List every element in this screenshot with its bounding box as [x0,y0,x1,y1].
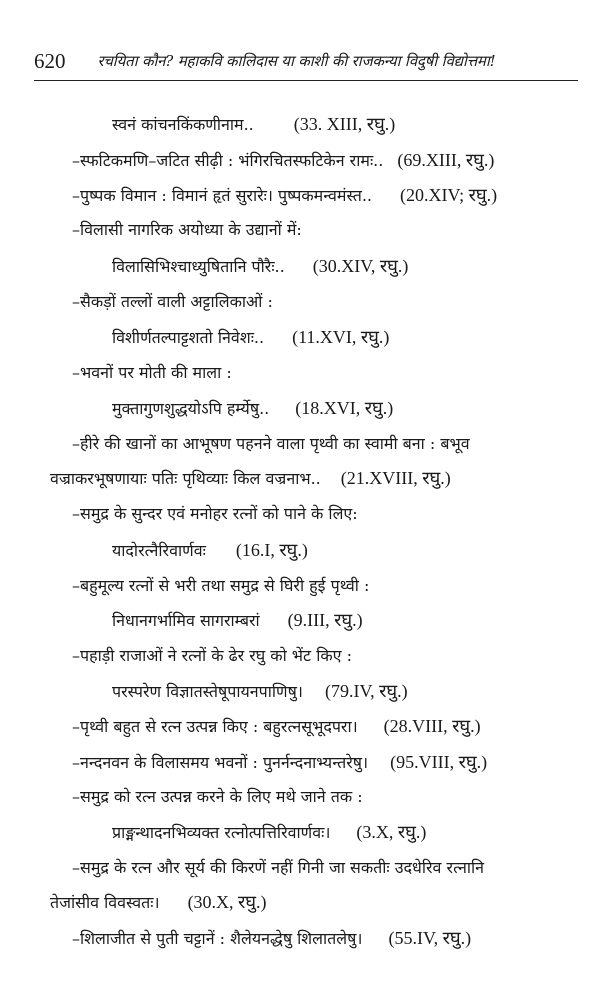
line-text: –भवनों पर मोती की माला : [72,363,232,382]
page-number: 620 [34,48,66,73]
text-line [50,466,451,490]
line-reference: (55.IV, रघु.) [388,928,472,948]
line-text: –शिलाजीत से पुती चट्टानें : शैलेयनद्धेषु शिलातलेषु। [72,929,363,948]
line-reference: (11.XVI, रघु.) [292,327,390,347]
text-line [112,679,408,703]
line-reference: (21.XVIII, रघु.) [340,468,451,488]
line-text: –पुष्पक विमान : विमानं हृतं सुरारेः। पुष्पकमन्वमंस्त.. [72,186,372,205]
line-text: –विलासी नागरिक अयोध्या के उद्यानों में: [72,220,302,239]
line-text: –सैकड़ों तल्लों वाली अट्टालिकाओं : [72,292,273,311]
line-text: –समुद्र के रत्न और सूर्य की किरणें नहीं गिनी जा सकतीः उदधेरिव रत्नानि [72,858,485,877]
text-line [112,608,363,632]
line-reference: (69.XIII, रघु.) [397,150,495,170]
line-reference: (18.XVI, रघु.) [295,398,394,418]
line-text: स्वनं कांचनकिंकणीनाम.. [112,115,254,134]
header-rule [34,80,578,81]
line-reference: (79.IV, रघु.) [324,681,408,701]
text-line [72,218,302,242]
line-reference: (16.I, रघु.) [235,540,308,560]
text-line [72,502,358,526]
text-line [112,396,393,420]
line-text: –हीरे की खानों का आभूषण पहनने वाला पृथ्वी का स्वामी बना : बभूव [72,434,470,453]
line-text: विलासिभिश्चाध्युषितानि पौरैः.. [112,257,285,276]
line-text: निधानगर्भामिव सागराम्बरां [112,611,260,630]
line-reference: (30.XIV, रघु.) [312,256,409,276]
line-text: –स्फटिकमणि–जटित सीढ़ी : भंगिरचितस्फटिकेन रामः.. [72,151,384,170]
text-line [72,644,352,668]
text-line [72,856,484,880]
line-reference: (30.X, रघु.) [187,892,267,912]
line-text: परस्परेण विज्ञातस्तेषूपायनपाणिषु। [112,682,303,701]
line-reference: (9.III, रघु.) [287,610,363,630]
line-text: तेजांसीव विवस्वतः। [50,893,160,912]
line-text: मुक्तागुणशुद्धयोऽपि हर्म्येषु.. [112,399,270,418]
text-line [112,820,426,844]
line-text: –नन्दनवन के विलासमय भवनों : पुनर्नन्दनाभ्यन्तरेषु। [72,753,369,772]
text-line [112,254,408,278]
line-reference: (20.XIV; रघु.) [400,185,498,205]
text-line [72,148,494,172]
line-text: –समुद्र को रत्न उत्पन्न करने के लिए मथे जाने तक : [72,787,363,806]
text-line [72,183,497,207]
text-line [112,112,395,136]
line-text: –पृथ्वी बहुत से रत्न उत्पन्न किए : बहुरत्नसूभूदपरा। [72,717,358,736]
text-line [72,785,363,809]
line-reference: (33. XIII, रघु.) [293,114,396,134]
page-header [34,46,578,76]
line-reference: (28.VIII, रघु.) [383,716,481,736]
running-title: रचयिता कौन? महाकवि कालिदास या काशी की राजकन्या विदुषी विद्योत्तमा! [97,52,496,70]
text-line [72,926,471,950]
text-line [72,290,273,314]
text-line [72,432,470,456]
text-line [72,750,487,774]
line-text: –समुद्र के सुन्दर एवं मनोहर रत्नों को पाने के लिए: [72,504,358,523]
text-line [112,325,389,349]
text-line [72,361,232,385]
line-text: यादोरत्नैरिवार्णवः [112,541,206,560]
line-text: –पहाड़ी राजाओं ने रत्नों के ढेर रघु को भेंट किए : [72,646,352,665]
text-line [112,538,308,562]
line-text: –बहुमूल्य रत्नों से भरी तथा समुद्र से घिरी हुई पृथ्वी : [72,576,370,595]
text-line [72,714,481,738]
line-text: प्राङ्मन्थादनभिव्यक्त रत्नोत्पत्तिरिवार्णवः। [112,823,331,842]
line-reference: (3.X, रघु.) [356,822,427,842]
text-line [72,574,369,598]
line-text: विशीर्णतल्पाट्टशतो निवेशः.. [112,328,265,347]
line-text: वज्राकरभूषणायाः पतिः पृथिव्याः किल वज्रनाभ.. [50,469,321,488]
line-reference: (95.VIII, रघु.) [390,752,488,772]
text-line [50,890,267,914]
